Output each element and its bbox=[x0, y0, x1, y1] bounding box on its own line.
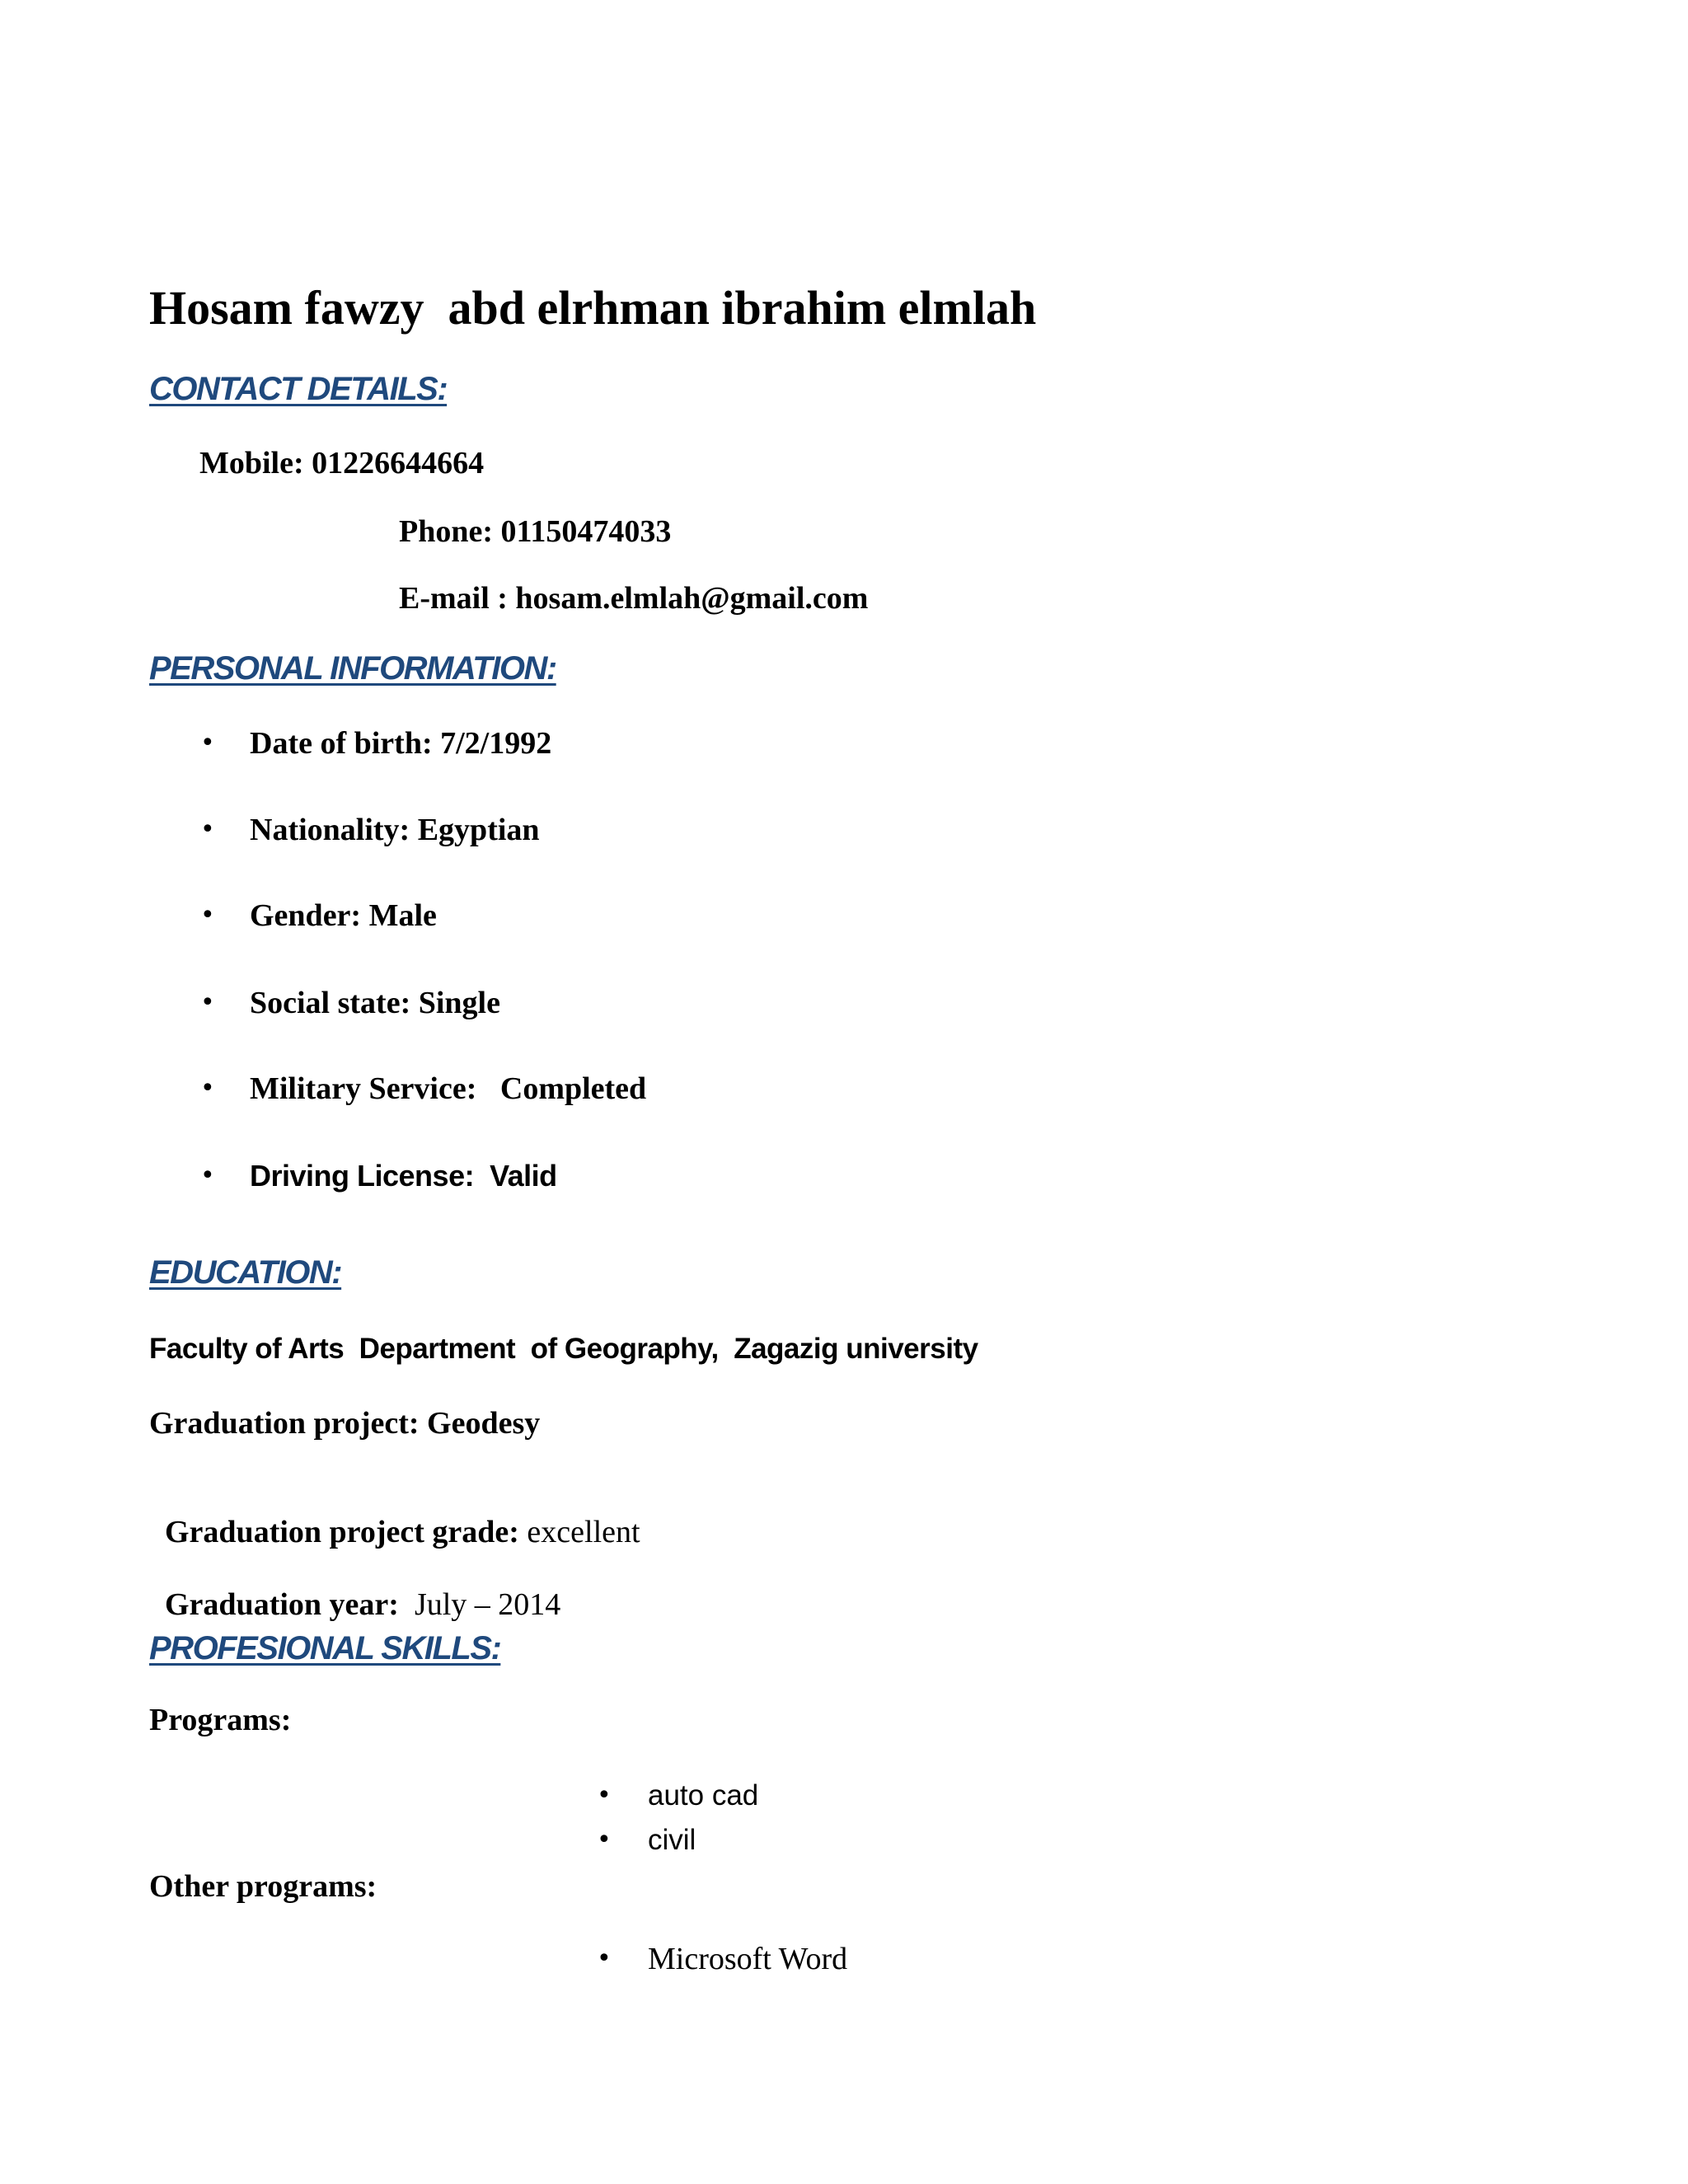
list-item: Driving License: Valid bbox=[250, 1159, 557, 1193]
graduation-year bbox=[149, 1550, 561, 1622]
program-item: auto cad bbox=[648, 1779, 759, 1811]
bullet-icon: • bbox=[200, 815, 215, 844]
bullet-icon: • bbox=[597, 1944, 612, 1973]
bullet-icon: • bbox=[200, 1074, 215, 1103]
education-heading: EDUCATION: bbox=[149, 1254, 342, 1291]
phone: Phone: 01150474033 bbox=[399, 514, 672, 549]
personal-heading: PERSONAL INFORMATION: bbox=[149, 650, 556, 687]
grade-value: excellent bbox=[527, 1515, 640, 1549]
list-item: Military Service: Completed bbox=[250, 1071, 647, 1106]
other-programs-label: Other programs: bbox=[149, 1869, 377, 1904]
contact-heading: CONTACT DETAILS: bbox=[149, 371, 448, 407]
list-item: Social state: Single bbox=[250, 986, 500, 1020]
skills-heading: PROFESIONAL SKILLS: bbox=[149, 1630, 501, 1666]
graduation-project: Graduation project: Geodesy bbox=[149, 1406, 541, 1441]
list-item: Nationality: Egyptian bbox=[250, 813, 540, 847]
bullet-icon: • bbox=[597, 1825, 612, 1854]
bullet-icon: • bbox=[200, 729, 215, 757]
bullet-icon: • bbox=[200, 988, 215, 1017]
bullet-icon: • bbox=[200, 1161, 215, 1190]
other-program-item: Microsoft Word bbox=[648, 1942, 848, 1976]
bullet-icon: • bbox=[200, 901, 215, 930]
programs-label: Programs: bbox=[149, 1703, 292, 1737]
graduation-grade bbox=[149, 1478, 640, 1549]
cv-name: Hosam fawzy abd elrhman ibrahim elmlah bbox=[149, 281, 1037, 335]
grade-label: Graduation project grade: bbox=[165, 1515, 528, 1549]
mobile: Mobile: 01226644664 bbox=[199, 446, 485, 480]
program-item: civil bbox=[648, 1824, 696, 1856]
year-value: July – 2014 bbox=[414, 1587, 561, 1622]
year-label: Graduation year: bbox=[165, 1587, 415, 1622]
list-item: Date of birth: 7/2/1992 bbox=[250, 726, 552, 761]
faculty: Faculty of Arts Department of Geography, Zagazig university bbox=[149, 1333, 978, 1365]
bullet-icon: • bbox=[597, 1781, 612, 1810]
list-item: Gender: Male bbox=[250, 898, 437, 933]
email: E-mail : hosam.elmlah@gmail.com bbox=[399, 581, 869, 616]
